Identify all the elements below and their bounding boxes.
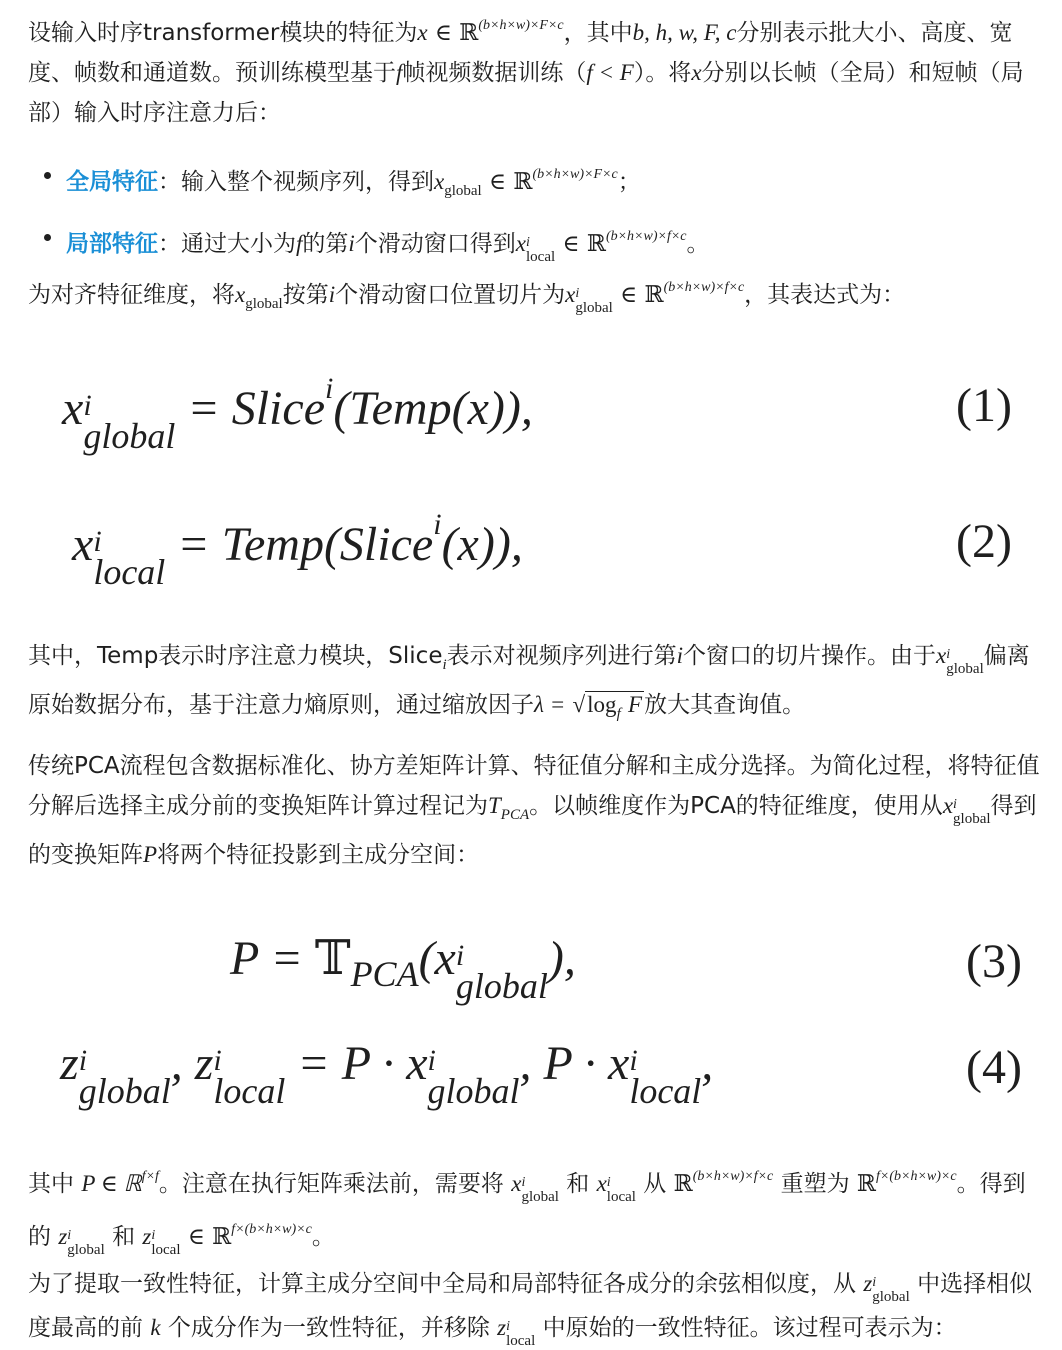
equation-3 — [230, 930, 576, 1006]
eq4-eq: = P · x — [285, 1037, 428, 1090]
reshape-text-5: 重塑为 — [780, 1171, 850, 1197]
consistency-text-1: 为了提取一致性特征，计算主成分空间中全局和局部特征各成分的余弦相似度，从 — [28, 1271, 856, 1297]
sqrt-radicand — [585, 691, 644, 727]
math-in: ∈ — [434, 20, 452, 45]
math-sup-i: i — [526, 235, 530, 250]
math-in: ∈ — [562, 231, 580, 256]
math-sub-global: global — [946, 661, 984, 677]
math-x: x — [434, 169, 445, 194]
temp-text-1: 其中，Temp表示时序注意力模块，Slice — [28, 643, 443, 669]
equation-2 — [72, 508, 523, 592]
math-x: x — [565, 282, 576, 307]
math-in: ∈ — [187, 1224, 205, 1249]
intro-text-2: ，其中 — [563, 20, 633, 46]
eq1-rhs-sup: i — [325, 372, 334, 405]
reshape-text-3: 和 — [566, 1171, 590, 1197]
eq4-sup: i — [629, 1044, 638, 1077]
reshape-text-8: 。 — [311, 1224, 335, 1250]
math-z: z — [497, 1315, 507, 1340]
math-sub-global: global — [575, 300, 613, 316]
eq4-sub-global: global — [427, 1071, 520, 1111]
temp-slice-paragraph — [28, 636, 1040, 727]
math-shape: (b×h×w)×F×c — [532, 167, 618, 182]
consistency-text-3: 个成分作为一致性特征，并移除 — [167, 1315, 490, 1341]
math-reals: ℝ — [212, 1224, 232, 1249]
pca-text-2: 。以帧维度作为PCA的特征维度，使用从 — [529, 793, 943, 819]
eq1-sup: i — [83, 389, 92, 422]
reshape-text-2: 。注意在执行矩阵乘法前，需要将 — [158, 1171, 504, 1197]
temp-text-2: 表示对视频序列进行第 — [446, 643, 677, 669]
align-text-1: 为对齐特征维度，将 — [28, 282, 235, 308]
math-sup-i: i — [575, 286, 580, 301]
eq2-rhs-sup: i — [433, 508, 442, 541]
temp-text-4: 偏离原始数据分布，基于注意力熵原则，通过缩放因子 — [28, 643, 1030, 718]
math-dims: b, h, w, F, c — [632, 20, 737, 45]
pca-text-1: 传统PCA流程包含数据标准化、协方差矩阵计算、特征值分解和主成分选择。为简化过程，将特征值分解后选择主成分前的变换矩阵计算过程记为 — [28, 753, 1040, 819]
math-sup-i: i — [151, 1228, 156, 1243]
eq3-rhs-b: ), — [547, 932, 576, 985]
math-x: x — [235, 282, 246, 307]
math-sup-i: i — [67, 1228, 72, 1243]
math-f: f — [296, 231, 303, 256]
math-i: i — [348, 231, 355, 256]
math-sub-local: local — [526, 249, 556, 265]
eq3-rhs-sub: global — [455, 966, 548, 1006]
align-text-3: 个滑动窗口位置切片为 — [335, 282, 566, 308]
math-T: T — [488, 793, 501, 818]
sqrt-sign: √ — [572, 692, 586, 717]
intro-text-6: 分别以长帧（全局）和短帧（局部）输入时序注意力后： — [28, 60, 1024, 126]
reshape-text-4: 从 — [643, 1171, 667, 1197]
math-in: ∈ — [489, 169, 507, 194]
reshape-text-6: 。得到的 — [28, 1171, 1026, 1250]
math-reals: ℝ — [856, 1171, 877, 1196]
pca-text-4: 将两个特征投影到主成分空间： — [157, 842, 480, 868]
math-k: k — [150, 1315, 161, 1340]
align-text-4: ，其表达式为： — [744, 282, 906, 308]
math-sup-i: i — [521, 1175, 526, 1190]
eq2-sub: local — [93, 552, 166, 592]
math-reals: ℝ — [459, 20, 479, 45]
eq3-T: 𝕋 — [314, 932, 351, 985]
eq2-sup: i — [93, 525, 102, 558]
equation-3-number: (3) — [966, 935, 1022, 988]
math-f-lt-F: f < F — [586, 60, 634, 85]
eq1-rhs-b: (Temp(x)), — [333, 382, 533, 435]
eq4-sep: , P · x — [519, 1037, 630, 1090]
eq4-sup: i — [78, 1044, 88, 1077]
eq4-sup: i — [427, 1044, 436, 1077]
punct: 。 — [686, 231, 710, 257]
math-sub-local: local — [506, 1333, 536, 1349]
intro-text-3: 分别表示批大小、高度、宽度、帧数和通道数。预训练模型基于 — [28, 20, 1013, 86]
intro-text-4: 帧视频数据训练（ — [402, 60, 587, 86]
global-feature-text: ：输入整个视频序列，得到 — [158, 169, 434, 195]
math-shape-local: (b×h×w)×f×c — [692, 1169, 774, 1184]
temp-text-5: 放大其查询值。 — [644, 692, 806, 718]
equation-1 — [62, 372, 533, 456]
math-x: x — [936, 643, 947, 668]
math-P-shape: f×f — [141, 1169, 159, 1184]
consistency-text-4: 中原始的一致性特征。该过程可表示为： — [542, 1315, 957, 1341]
math-sub-local: local — [151, 1242, 181, 1258]
math-P: P — [143, 842, 158, 867]
math-sup-i: i — [506, 1319, 510, 1334]
math-sub-local: local — [606, 1189, 636, 1205]
math-sub-global: global — [444, 183, 482, 199]
math-x: x — [596, 1171, 607, 1196]
reshape-paragraph — [28, 1154, 1040, 1260]
math-P-in: P ∈ ℝ — [81, 1171, 142, 1196]
eq2-lhs: x — [72, 518, 94, 571]
math-sub-global: global — [245, 296, 283, 312]
math-shape-local: (b×h×w)×f×c — [605, 229, 687, 244]
math-sub-global: global — [953, 811, 991, 827]
math-sup-i: i — [953, 797, 957, 812]
math-shape-reshaped: f×(b×h×w)×c — [876, 1169, 957, 1184]
bullet-global-feature — [44, 152, 710, 214]
reshape-text-1: 其中 — [28, 1171, 74, 1197]
eq3-T-sub: PCA — [350, 954, 419, 994]
reshape-text-7: 和 — [112, 1224, 136, 1250]
math-sub-global: global — [521, 1189, 559, 1205]
math-x: x — [417, 20, 428, 45]
math-x: x — [511, 1171, 522, 1196]
math-x: x — [691, 60, 702, 85]
eq4-z1: z — [60, 1037, 79, 1090]
intro-paragraph — [28, 6, 1040, 133]
align-text-2: 按第 — [282, 282, 329, 308]
equation-1-number: (1) — [956, 379, 1012, 432]
temp-text-3: 个窗口的切片操作。由于 — [683, 643, 937, 669]
math-sub-f: f — [616, 706, 621, 722]
math-log: log — [587, 692, 617, 717]
local-feature-text-2: 的第 — [302, 231, 349, 257]
pca-paragraph — [28, 746, 1040, 875]
math-z: z — [142, 1224, 152, 1249]
eq1-lhs: x — [62, 382, 84, 435]
math-i: i — [676, 643, 684, 668]
math-z: z — [863, 1271, 873, 1296]
math-reals: ℝ — [586, 231, 606, 256]
math-z: z — [58, 1224, 68, 1249]
eq3-rhs-sup: i — [455, 939, 465, 972]
eq1-rhs-a: = Slice — [175, 382, 325, 435]
pca-text-3: 得到的变换矩阵 — [28, 793, 1037, 868]
math-x: x — [942, 793, 954, 818]
eq4-sup: i — [213, 1044, 222, 1077]
local-feature-label: 局部特征 — [66, 231, 158, 257]
math-i: i — [328, 282, 336, 307]
eq2-rhs-a: = Temp(Slice — [165, 518, 434, 571]
eq3-lhs: P = — [230, 932, 315, 985]
eq1-sub: global — [83, 416, 176, 456]
math-x: x — [515, 231, 526, 256]
local-feature-text-1: ：通过大小为 — [158, 231, 296, 257]
math-sub-i: i — [442, 657, 447, 673]
eq4-comma: , — [170, 1037, 195, 1090]
intro-text-5: ）。将 — [633, 60, 692, 86]
equation-2-number: (2) — [956, 515, 1012, 568]
math-F: F — [628, 692, 643, 717]
math-lambda: λ = — [534, 692, 566, 717]
math-sup-i: i — [872, 1275, 877, 1290]
global-feature-label: 全局特征 — [66, 169, 158, 195]
intro-text-1: 设输入时序transformer模块的特征为 — [28, 20, 418, 46]
math-f: f — [396, 60, 403, 85]
math-sub-global: global — [872, 1289, 910, 1305]
eq3-rhs-a: (x — [418, 932, 456, 985]
local-feature-text-3: 个滑动窗口得到 — [354, 231, 516, 257]
math-sub-PCA: PCA — [500, 807, 530, 823]
eq4-sub-global: global — [78, 1071, 171, 1111]
math-shape-reshaped: f×(b×h×w)×c — [231, 1222, 312, 1237]
math-sup-i: i — [946, 647, 951, 662]
align-paragraph — [28, 268, 1040, 324]
equation-4-number: (4) — [966, 1041, 1022, 1094]
consistency-text-2: 中选择相似度最高的前 — [28, 1271, 1033, 1341]
math-sub-global: global — [67, 1242, 105, 1258]
math-reals: ℝ — [644, 282, 664, 307]
bullet-local-feature — [44, 214, 710, 267]
eq4-sub-local: local — [629, 1071, 702, 1111]
math-reals: ℝ — [673, 1171, 693, 1196]
eq4-sub-local: local — [213, 1071, 286, 1111]
math-shape: (b×h×w)×F×c — [478, 18, 564, 33]
math-reals: ℝ — [513, 169, 533, 194]
math-in: ∈ — [620, 282, 638, 307]
consistency-paragraph — [28, 1262, 1040, 1350]
eq4-end: , — [701, 1037, 714, 1090]
math-sup-i: i — [606, 1175, 611, 1190]
punct: ； — [617, 169, 641, 195]
eq2-rhs-b: (x)), — [441, 518, 523, 571]
feature-bullet-list — [44, 152, 710, 267]
equation-4 — [60, 1036, 714, 1111]
eq4-z2: z — [194, 1037, 214, 1090]
math-shape-local: (b×h×w)×f×c — [663, 280, 745, 295]
